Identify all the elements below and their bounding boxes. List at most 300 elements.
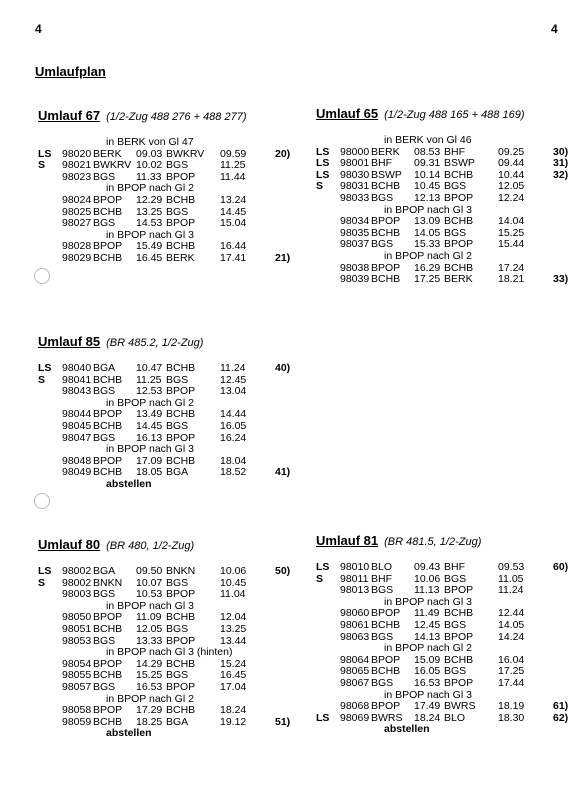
cell-train: 98050 xyxy=(62,611,92,624)
cell-arr: 09.44 xyxy=(498,157,525,170)
cell-flag: LS xyxy=(316,168,330,181)
note-row xyxy=(316,251,578,263)
cell-to: BGS xyxy=(444,226,467,239)
plan-title: Umlaufplan xyxy=(35,64,106,79)
cell-dep: 10.06 xyxy=(414,572,441,585)
umlauf-title: Umlauf 67 xyxy=(38,108,101,123)
cell-dep: 09.50 xyxy=(136,565,163,577)
umlauf-subtitle: (BR 485.2, 1/2-Zug) xyxy=(106,337,204,349)
cell-arr: 15.44 xyxy=(498,238,525,251)
cell-train: 98023 xyxy=(62,170,92,183)
cell-ref: 50) xyxy=(275,565,291,577)
cell-train: 98024 xyxy=(62,193,92,206)
cell-from: BGS xyxy=(371,630,394,643)
cell-arr: 11.25 xyxy=(220,159,246,172)
train-row xyxy=(38,682,300,694)
cell-train: 98058 xyxy=(62,704,92,717)
cell-arr: 11.24 xyxy=(220,362,246,374)
cell-ref: 21) xyxy=(275,251,291,264)
note-row xyxy=(38,137,300,149)
cell-arr: 11.44 xyxy=(220,170,246,183)
track-note: in BPOP nach Gl 3 xyxy=(384,688,472,701)
train-row xyxy=(316,701,578,713)
cell-ref: 60) xyxy=(553,561,569,573)
cell-train: 98055 xyxy=(62,669,92,682)
cell-flag: LS xyxy=(316,561,330,573)
cell-to: BHF xyxy=(444,561,465,573)
cell-to: BCHB xyxy=(166,611,196,624)
cell-from: BPOP xyxy=(371,215,401,228)
track-note: in BERK von Gl 46 xyxy=(384,134,472,146)
cell-to: BGS xyxy=(444,665,467,678)
cell-ref: 31) xyxy=(553,157,569,170)
cell-ref: 32) xyxy=(553,168,569,181)
cell-to: BGS xyxy=(166,669,189,682)
cell-from: BGS xyxy=(371,584,394,597)
note-row xyxy=(316,643,578,655)
cell-dep: 15.49 xyxy=(136,240,163,253)
cell-dep: 17.49 xyxy=(414,700,441,713)
cell-flag: S xyxy=(38,159,46,172)
cell-from: BPOP xyxy=(93,657,123,670)
track-note: in BPOP nach Gl 3 xyxy=(106,228,194,241)
train-row xyxy=(38,566,300,578)
cell-ref: 20) xyxy=(275,147,291,160)
cell-from: BPOP xyxy=(371,607,401,620)
cell-dep: 11.13 xyxy=(414,584,440,597)
cell-to: BGS xyxy=(444,180,467,193)
track-note: in BPOP nach Gl 2 xyxy=(384,249,472,262)
cell-flag: LS xyxy=(38,147,52,160)
cell-to: BGS xyxy=(166,576,189,589)
cell-train: 98053 xyxy=(62,634,92,647)
cell-to: BGA xyxy=(166,466,189,479)
cell-to: BGS xyxy=(444,618,467,631)
umlauf-heading xyxy=(316,106,578,123)
cell-dep: 11.49 xyxy=(414,607,440,620)
cell-arr: 09.25 xyxy=(498,145,525,158)
cell-to: BPOP xyxy=(166,431,196,444)
cell-from: BCHB xyxy=(93,251,123,264)
cell-from: BCHB xyxy=(93,669,123,682)
cell-arr: 12.45 xyxy=(220,373,247,386)
cell-to: BHF xyxy=(444,145,465,158)
cell-arr: 18.19 xyxy=(498,700,525,713)
cell-dep: 17.09 xyxy=(136,454,163,467)
cell-arr: 12.05 xyxy=(498,180,525,193)
train-row xyxy=(316,562,578,574)
umlauf-title: Umlauf 80 xyxy=(38,537,101,552)
cell-arr: 10.06 xyxy=(220,565,247,577)
cell-to: BCHB xyxy=(166,240,196,253)
cell-dep: 16.13 xyxy=(136,431,163,444)
cell-from: BGS xyxy=(93,634,116,647)
cell-to: BPOP xyxy=(444,630,474,643)
cell-dep: 16.29 xyxy=(414,261,441,274)
cell-to: BLO xyxy=(444,711,466,724)
cell-to: BCHB xyxy=(166,704,196,717)
umlauf-block xyxy=(38,108,300,265)
train-row xyxy=(38,253,300,265)
cell-arr: 17.41 xyxy=(220,251,247,264)
train-row xyxy=(38,218,300,230)
cell-to: BGS xyxy=(166,419,189,432)
cell-flag: LS xyxy=(316,157,330,170)
cell-dep: 13.49 xyxy=(136,408,163,421)
train-row xyxy=(316,713,578,725)
cell-dep: 13.33 xyxy=(136,634,163,647)
umlauf-title: Umlauf 65 xyxy=(316,106,379,121)
cell-arr: 18.30 xyxy=(498,711,525,724)
cell-dep: 14.29 xyxy=(136,657,163,670)
cell-train: 98027 xyxy=(62,217,92,230)
abstellen-note: abstellen xyxy=(106,477,152,490)
cell-train: 98000 xyxy=(340,145,370,158)
cell-to: BPOP xyxy=(166,634,196,647)
cell-dep: 18.25 xyxy=(136,715,163,728)
cell-to: BNKN xyxy=(166,565,196,577)
track-note: in BPOP nach Gl 3 (hinten) xyxy=(106,646,233,659)
note-row xyxy=(316,135,578,147)
cell-train: 98031 xyxy=(340,180,370,193)
umlauf-subtitle: (BR 481.5, 1/2-Zug) xyxy=(384,536,482,548)
cell-from: BGS xyxy=(93,385,116,398)
cell-to: BGA xyxy=(166,715,189,728)
cell-dep: 10.07 xyxy=(136,576,163,589)
cell-from: BPOP xyxy=(93,240,123,253)
cell-train: 98028 xyxy=(62,240,92,253)
cell-dep: 15.09 xyxy=(414,653,441,666)
cell-train: 98060 xyxy=(340,607,370,620)
cell-to: BERK xyxy=(444,273,473,286)
umlauf-subtitle: (1/2-Zug 488 165 + 488 169) xyxy=(384,109,525,121)
cell-to: BCHB xyxy=(444,215,474,228)
cell-arr: 13.44 xyxy=(220,634,247,647)
cell-arr: 16.04 xyxy=(498,653,525,666)
cell-dep: 10.14 xyxy=(414,168,441,181)
cell-dep: 10.45 xyxy=(414,180,441,193)
cell-arr: 17.44 xyxy=(498,676,525,689)
cell-dep: 11.33 xyxy=(136,170,162,183)
cell-from: BWRS xyxy=(371,711,403,724)
cell-arr: 09.53 xyxy=(498,561,525,573)
cell-from: BCHB xyxy=(93,373,123,386)
cell-dep: 08.53 xyxy=(414,145,441,158)
cell-from: BPOP xyxy=(371,700,401,713)
cell-from: BNKN xyxy=(93,576,123,589)
train-row xyxy=(316,193,578,205)
cell-to: BPOP xyxy=(444,584,474,597)
cell-to: BGS xyxy=(166,159,189,172)
cell-dep: 15.25 xyxy=(136,669,163,682)
cell-train: 98044 xyxy=(62,408,92,421)
track-note: in BERK von Gl 47 xyxy=(106,136,194,148)
cell-arr: 14.44 xyxy=(220,408,247,421)
cell-arr: 11.04 xyxy=(220,588,246,601)
cell-dep: 18.05 xyxy=(136,466,163,479)
cell-arr: 11.24 xyxy=(498,584,524,597)
cell-train: 98064 xyxy=(340,653,370,666)
train-row xyxy=(316,678,578,690)
cell-from: BGA xyxy=(93,565,116,577)
track-note: in BPOP nach Gl 3 xyxy=(384,203,472,216)
train-row xyxy=(38,363,300,375)
cell-to: BSWP xyxy=(444,157,475,170)
cell-train: 98030 xyxy=(340,168,370,181)
cell-to: BPOP xyxy=(444,676,474,689)
cell-from: BGS xyxy=(371,676,394,689)
cell-dep: 11.25 xyxy=(136,373,162,386)
cell-train: 98061 xyxy=(340,618,370,631)
cell-from: BCHB xyxy=(371,180,401,193)
cell-ref: 40) xyxy=(275,362,291,374)
cell-train: 98063 xyxy=(340,630,370,643)
cell-to: BPOP xyxy=(444,238,474,251)
cell-from: BWKRV xyxy=(93,159,132,172)
page-number-right: 4 xyxy=(551,22,558,36)
cell-dep: 16.05 xyxy=(414,665,441,678)
cell-from: BPOP xyxy=(371,653,401,666)
cell-train: 98010 xyxy=(340,561,370,573)
train-row xyxy=(316,274,578,286)
cell-ref: 61) xyxy=(553,700,569,713)
cell-dep: 14.05 xyxy=(414,226,441,239)
cell-dep: 13.09 xyxy=(414,215,441,228)
cell-to: BGS xyxy=(166,205,189,218)
page-number-left: 4 xyxy=(35,22,42,36)
cell-from: BGS xyxy=(371,238,394,251)
cell-train: 98002 xyxy=(62,576,92,589)
umlauf-block xyxy=(38,537,300,740)
umlauf-heading xyxy=(38,334,300,351)
cell-train: 98033 xyxy=(340,191,370,204)
cell-train: 98013 xyxy=(340,584,370,597)
train-row xyxy=(316,620,578,632)
cell-from: BCHB xyxy=(93,622,123,635)
cell-flag: LS xyxy=(38,565,52,577)
umlauf-block xyxy=(38,334,300,491)
cell-dep: 12.05 xyxy=(136,622,163,635)
cell-arr: 12.04 xyxy=(220,611,247,624)
cell-train: 98035 xyxy=(340,226,370,239)
cell-from: BLO xyxy=(371,561,393,573)
cell-train: 98002 xyxy=(62,565,92,577)
cell-arr: 18.04 xyxy=(220,454,247,467)
train-row xyxy=(38,624,300,636)
cell-ref: 62) xyxy=(553,711,569,724)
cell-to: BCHB xyxy=(444,653,474,666)
cell-from: BERK xyxy=(371,145,400,158)
cell-from: BGS xyxy=(93,170,116,183)
cell-train: 98051 xyxy=(62,622,92,635)
umlauf-title: Umlauf 81 xyxy=(316,533,379,548)
track-note: in BPOP nach Gl 2 xyxy=(106,692,194,705)
cell-dep: 11.09 xyxy=(136,611,162,624)
cell-to: BCHB xyxy=(166,193,196,206)
cell-from: BPOP xyxy=(93,704,123,717)
cell-to: BPOP xyxy=(166,680,196,693)
cell-dep: 12.13 xyxy=(414,191,441,204)
cell-to: BERK xyxy=(166,251,195,264)
track-note: in BPOP nach Gl 3 xyxy=(106,443,194,456)
cell-arr: 14.24 xyxy=(498,630,525,643)
cell-arr: 14.04 xyxy=(498,215,525,228)
cell-arr: 18.52 xyxy=(220,466,247,479)
cell-to: BCHB xyxy=(166,362,196,374)
track-note: in BPOP nach Gl 3 xyxy=(384,595,472,608)
track-note: in BPOP nach Gl 2 xyxy=(106,182,194,195)
cell-ref: 41) xyxy=(275,466,291,479)
cell-dep: 10.02 xyxy=(136,159,163,172)
umlauf-heading xyxy=(316,533,578,550)
cell-to: BCHB xyxy=(166,408,196,421)
cell-train: 98001 xyxy=(340,157,370,170)
cell-from: BCHB xyxy=(371,273,401,286)
cell-from: BGS xyxy=(93,217,116,230)
cell-from: BCHB xyxy=(371,618,401,631)
umlauf-heading xyxy=(38,537,300,554)
cell-dep: 17.29 xyxy=(136,704,163,717)
cell-arr: 16.44 xyxy=(220,240,247,253)
cell-from: BPOP xyxy=(93,193,123,206)
cell-dep: 16.53 xyxy=(136,680,163,693)
cell-flag: S xyxy=(38,373,46,386)
cell-flag: S xyxy=(316,572,324,585)
abstellen-note: abstellen xyxy=(384,723,430,736)
cell-train: 98034 xyxy=(340,215,370,228)
cell-from: BHF xyxy=(371,157,392,170)
cell-train: 98059 xyxy=(62,715,92,728)
cell-arr: 11.05 xyxy=(498,572,524,585)
umlauf-heading xyxy=(38,108,300,125)
cell-from: BGS xyxy=(93,431,116,444)
cell-to: BWKRV xyxy=(166,147,205,160)
cell-arr: 17.25 xyxy=(498,665,525,678)
cell-arr: 15.04 xyxy=(220,217,247,230)
cell-to: BGS xyxy=(166,373,189,386)
cell-from: BCHB xyxy=(93,419,123,432)
cell-train: 98057 xyxy=(62,680,92,693)
cell-from: BCHB xyxy=(93,715,123,728)
cell-arr: 16.45 xyxy=(220,669,247,682)
track-note: in BPOP nach Gl 3 xyxy=(106,599,194,612)
cell-arr: 13.24 xyxy=(220,193,247,206)
cell-to: BCHB xyxy=(444,168,474,181)
cell-train: 98037 xyxy=(340,238,370,251)
cell-dep: 18.24 xyxy=(414,711,441,724)
cell-dep: 14.13 xyxy=(414,630,441,643)
cell-train: 98069 xyxy=(340,711,370,724)
cell-train: 98021 xyxy=(62,159,92,172)
cell-to: BGS xyxy=(444,572,467,585)
note-row xyxy=(38,728,300,740)
cell-train: 98011 xyxy=(340,572,369,585)
abstellen-note: abstellen xyxy=(106,727,152,740)
cell-from: BGS xyxy=(93,680,116,693)
cell-from: BPOP xyxy=(371,261,401,274)
train-row xyxy=(316,216,578,228)
umlauf-subtitle: (1/2-Zug 488 276 + 488 277) xyxy=(106,111,247,123)
cell-to: BPOP xyxy=(166,385,196,398)
punch-hole xyxy=(34,268,50,284)
cell-to: BGS xyxy=(166,622,189,635)
note-row xyxy=(38,444,300,456)
cell-ref: 51) xyxy=(275,715,291,728)
cell-flag: LS xyxy=(38,362,52,374)
cell-from: BCHB xyxy=(371,226,401,239)
cell-dep: 15.33 xyxy=(414,238,441,251)
cell-train: 98045 xyxy=(62,419,92,432)
cell-dep: 12.45 xyxy=(414,618,441,631)
cell-dep: 12.29 xyxy=(136,193,163,206)
cell-dep: 12.53 xyxy=(136,385,163,398)
cell-flag: S xyxy=(38,576,46,589)
cell-train: 98049 xyxy=(62,466,92,479)
cell-arr: 14.05 xyxy=(498,618,525,631)
cell-flag: LS xyxy=(316,711,330,724)
cell-train: 98003 xyxy=(62,588,92,601)
cell-flag: LS xyxy=(316,145,330,158)
cell-arr: 17.24 xyxy=(498,261,525,274)
cell-train: 98039 xyxy=(340,273,370,286)
cell-train: 98029 xyxy=(62,251,92,264)
cell-dep: 17.25 xyxy=(414,273,441,286)
cell-dep: 09.31 xyxy=(414,157,441,170)
cell-dep: 14.53 xyxy=(136,217,163,230)
cell-from: BPOP xyxy=(93,408,123,421)
cell-to: BCHB xyxy=(444,607,474,620)
cell-arr: 17.04 xyxy=(220,680,247,693)
cell-arr: 14.45 xyxy=(220,205,247,218)
cell-arr: 13.04 xyxy=(220,385,247,398)
cell-from: BGA xyxy=(93,362,116,374)
cell-arr: 18.21 xyxy=(498,273,525,286)
cell-train: 98067 xyxy=(340,676,370,689)
cell-arr: 10.45 xyxy=(220,576,247,589)
cell-arr: 09.59 xyxy=(220,147,247,160)
cell-to: BPOP xyxy=(166,588,196,601)
cell-arr: 19.12 xyxy=(220,715,247,728)
cell-to: BCHB xyxy=(166,454,196,467)
cell-ref: 33) xyxy=(553,273,569,286)
cell-arr: 10.44 xyxy=(498,168,525,181)
cell-from: BCHB xyxy=(93,466,123,479)
cell-arr: 13.25 xyxy=(220,622,247,635)
cell-ref: 30) xyxy=(553,145,569,158)
cell-from: BHF xyxy=(371,572,392,585)
note-row xyxy=(38,479,300,491)
umlauf-block xyxy=(316,106,578,286)
cell-arr: 15.25 xyxy=(498,226,525,239)
train-row xyxy=(38,717,300,729)
note-row xyxy=(316,724,578,736)
cell-arr: 18.24 xyxy=(220,704,247,717)
cell-from: BCHB xyxy=(371,665,401,678)
cell-to: BPOP xyxy=(166,170,196,183)
cell-from: BPOP xyxy=(93,611,123,624)
train-row xyxy=(38,705,300,717)
umlauf-subtitle: (BR 480, 1/2-Zug) xyxy=(106,540,195,552)
umlauf-block xyxy=(316,533,578,736)
cell-train: 98065 xyxy=(340,665,370,678)
cell-to: BPOP xyxy=(444,191,474,204)
cell-dep: 16.53 xyxy=(414,676,441,689)
cell-train: 98068 xyxy=(340,700,370,713)
cell-train: 98038 xyxy=(340,261,370,274)
cell-to: BPOP xyxy=(166,217,196,230)
cell-dep: 16.45 xyxy=(136,251,163,264)
cell-from: BERK xyxy=(93,147,122,160)
